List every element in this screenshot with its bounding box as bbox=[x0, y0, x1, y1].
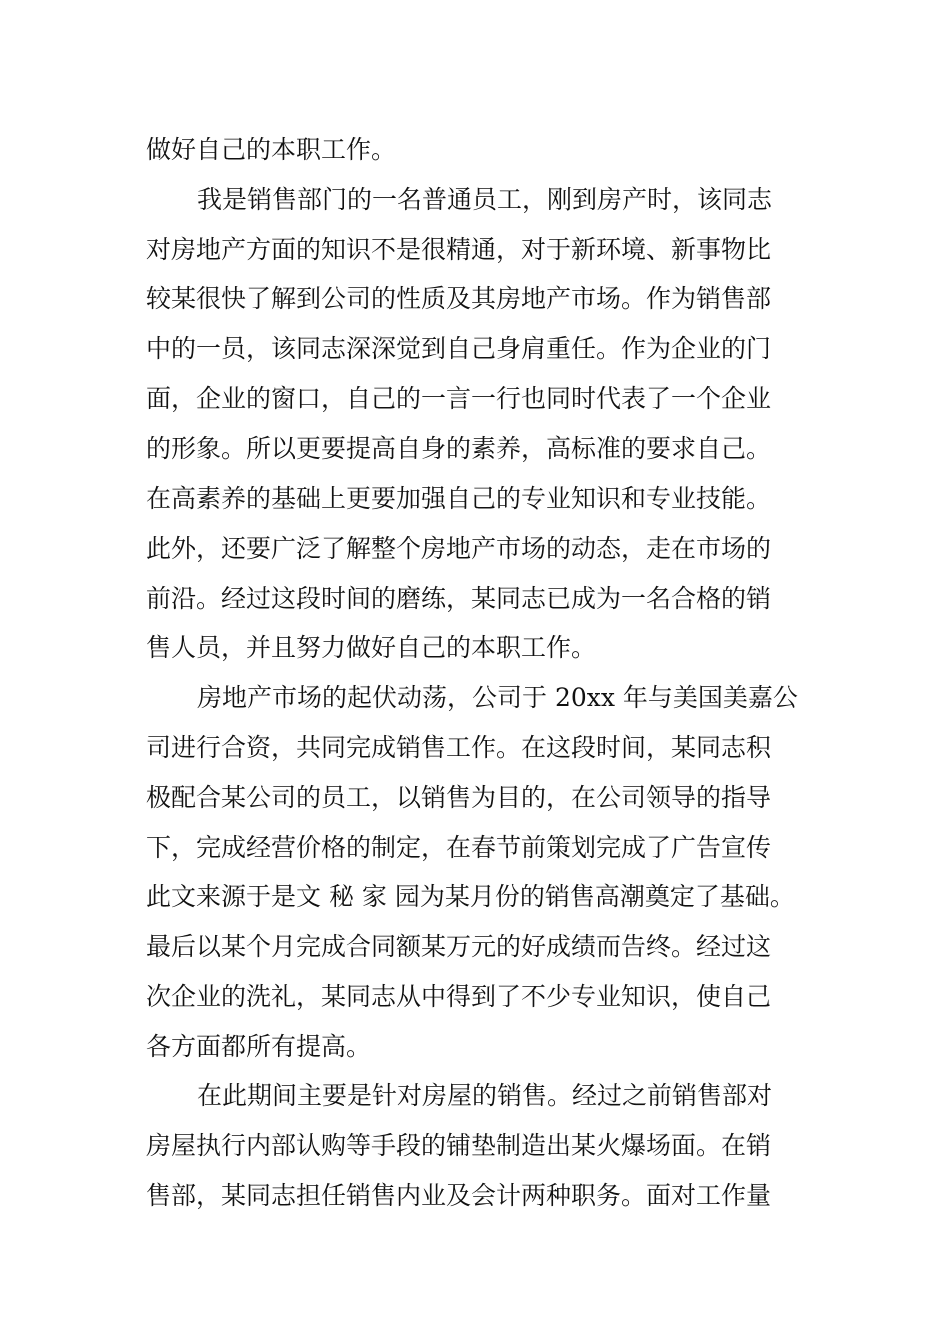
text-line: 此外，还要广泛了解整个房地产市场的动态，走在市场的 bbox=[146, 534, 772, 563]
text-line: 售部，某同志担任销售内业及会计两种职务。面对工作量 bbox=[146, 1181, 772, 1210]
text-line: 面，企业的窗口，自己的一言一行也同时代表了一个企业 bbox=[146, 384, 772, 413]
text-line: 的形象。所以更要提高自身的素养，高标准的要求自己。 bbox=[146, 434, 772, 463]
text-line: 对房地产方面的知识不是很精通，对于新环境、新事物比 bbox=[146, 235, 772, 264]
text-line: 在高素养的基础上更要加强自己的专业知识和专业技能。 bbox=[146, 484, 772, 513]
text-line: 极配合某公司的员工，以销售为目的，在公司领导的指导 bbox=[146, 783, 772, 812]
paragraph-first-line: 在此期间主要是针对房屋的销售。经过之前销售部对 bbox=[197, 1081, 773, 1110]
text-line: 各方面都所有提高。 bbox=[146, 1032, 372, 1061]
text-line: 最后以某个月完成合同额某万元的好成绩而告终。经过这 bbox=[146, 932, 772, 961]
paragraph-first-line: 房地产市场的起伏动荡，公司于 20xx 年与美国美嘉公 bbox=[197, 683, 798, 712]
text-line: 次企业的洗礼，某同志从中得到了不少专业知识，使自己 bbox=[146, 982, 772, 1011]
text-line: 中的一员，该同志深深觉到自己身肩重任。作为企业的门 bbox=[146, 334, 772, 363]
text-line: 此文来源于是文 秘 家 园为某月份的销售高潮奠定了基础。 bbox=[146, 882, 795, 911]
text-line: 较某很快了解到公司的性质及其房地产市场。作为销售部 bbox=[146, 284, 772, 313]
text-line: 做好自己的本职工作。 bbox=[146, 135, 397, 164]
text-line: 前沿。经过这段时间的磨练，某同志已成为一名合格的销 bbox=[146, 584, 772, 613]
text-line: 售人员，并且努力做好自己的本职工作。 bbox=[146, 633, 597, 662]
text-line: 下，完成经营价格的制定，在春节前策划完成了广告宣传 bbox=[146, 833, 772, 862]
text-line: 房屋执行内部认购等手段的铺垫制造出某火爆场面。在销 bbox=[146, 1131, 772, 1160]
text-line: 司进行合资，共同完成销售工作。在这段时间，某同志积 bbox=[146, 733, 772, 762]
paragraph-first-line: 我是销售部门的一名普通员工，刚到房产时，该同志 bbox=[197, 185, 773, 214]
